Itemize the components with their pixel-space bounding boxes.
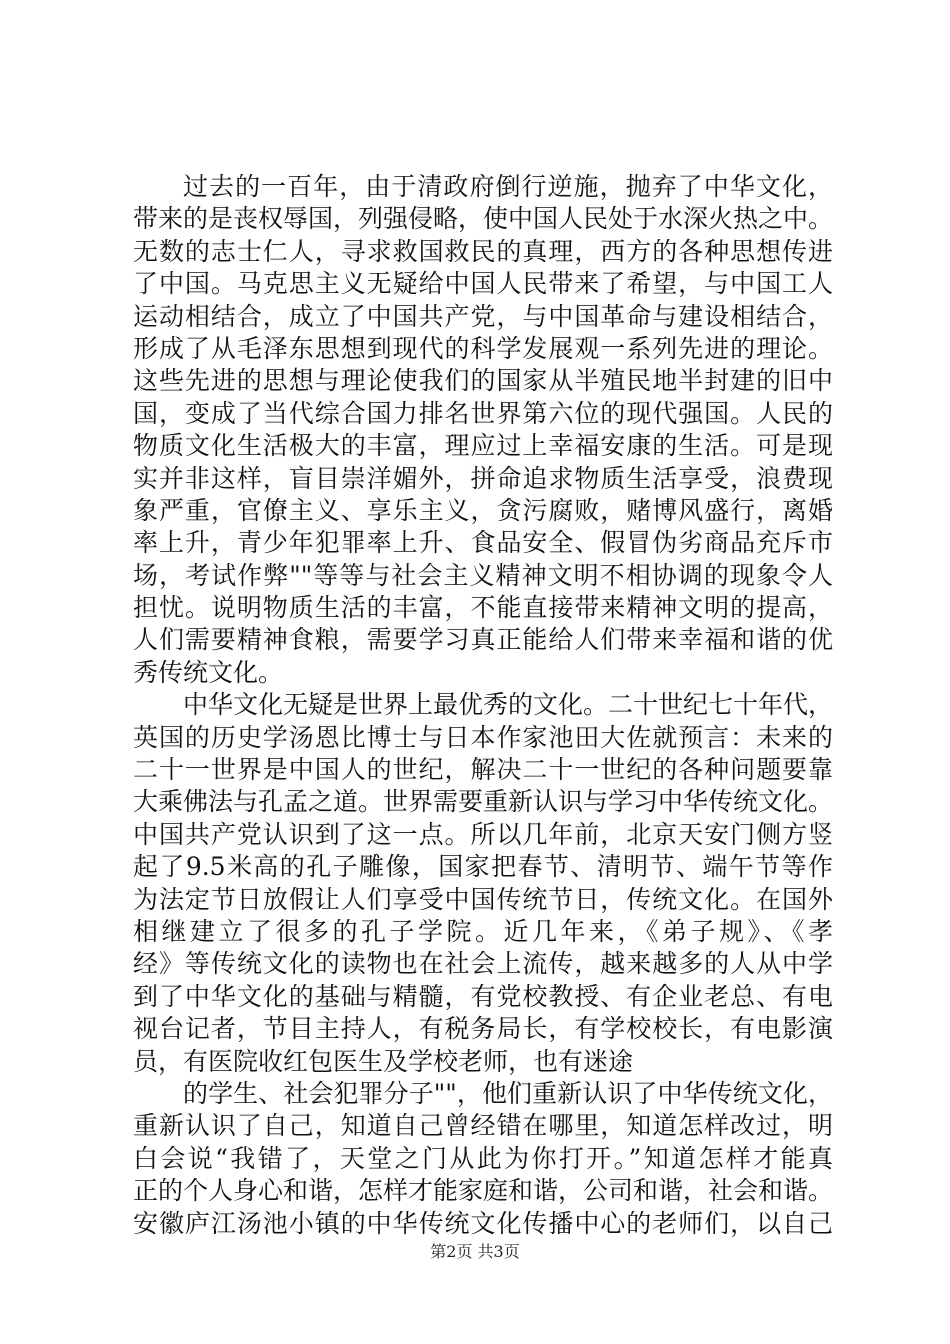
text-line: 安徽庐江汤池小镇的中华传统文化传播中心的老师们，以自己	[133, 1208, 833, 1238]
text-line: 无数的志士仁人，寻求救国救民的真理，西方的各种思想传进	[133, 236, 833, 266]
text-line: 了中国。马克思主义无疑给中国人民带来了希望，与中国工人	[133, 269, 833, 299]
text-line: 重新认识了自己，知道自己曾经错在哪里，知道怎样改过，明	[133, 1111, 833, 1141]
text-line: 英国的历史学汤恩比博士与日本作家池田大佐就预言：未来的	[133, 722, 833, 752]
text-line: 形成了从毛泽东思想到现代的科学发展观一系列先进的理论。	[133, 333, 833, 363]
text-line: 运动相结合，成立了中国共产党，与中国革命与建设相结合，	[133, 301, 833, 331]
text-line: 率上升，青少年犯罪率上升、食品安全、假冒伪劣商品充斥市	[133, 528, 833, 558]
text-line: 正的个人身心和谐，怎样才能家庭和谐，公司和谐，社会和谐。	[133, 1176, 833, 1206]
text-line: 员，有医院收红包医生及学校老师，也有迷途	[133, 1046, 634, 1076]
text-line: 场，考试作弊""等等与社会主义精神文明不相协调的现象令人	[133, 560, 833, 590]
text-line: 到了中华文化的基础与精髓，有党校教授、有企业老总、有电	[133, 981, 833, 1011]
document-body	[133, 171, 833, 1240]
text-line: 经》等传统文化的读物也在社会上流传，越来越多的人从中学	[133, 949, 833, 979]
text-line: 带来的是丧权辱国，列强侵略，使中国人民处于水深火热之中。	[133, 204, 833, 234]
text-line: 大乘佛法与孔孟之道。世界需要重新认识与学习中华传统文化。	[133, 787, 833, 817]
text-line: 为法定节日放假让人们享受中国传统节日，传统文化。在国外	[133, 884, 833, 914]
text-line: 二十一世界是中国人的世纪，解决二十一世纪的各种问题要靠	[133, 755, 833, 785]
text-line: 中国共产党认识到了这一点。所以几年前，北京天安门侧方竖	[133, 819, 833, 849]
text-line: 白会说“我错了，天堂之门从此为你打开。”知道怎样才能真	[133, 1143, 833, 1173]
text-line: 象严重，官僚主义、享乐主义，贪污腐败，赌博风盛行，离婚	[133, 495, 833, 525]
text-line: 的学生、社会犯罪分子""，他们重新认识了中华传统文化，	[183, 1078, 833, 1108]
text-line: 起了9.5米高的孔子雕像，国家把春节、清明节、端午节等作	[133, 852, 833, 882]
text-line: 物质文化生活极大的丰富，理应过上幸福安康的生活。可是现	[133, 431, 833, 461]
text-line: 中华文化无疑是世界上最优秀的文化。二十世纪七十年代，	[183, 690, 833, 720]
text-line: 担忧。说明物质生活的丰富，不能直接带来精神文明的提高，	[133, 593, 833, 623]
text-line: 视台记者，节目主持人，有税务局长，有学校校长，有电影演	[133, 1014, 833, 1044]
text-line: 国，变成了当代综合国力排名世界第六位的现代强国。人民的	[133, 398, 833, 428]
page-footer: 第2页 共3页	[430, 1242, 520, 1261]
text-line: 实并非这样，盲目崇洋媚外，拼命追求物质生活享受，浪费现	[133, 463, 833, 493]
text-line: 相继建立了很多的孔子学院。近几年来，《弟子规》、《孝	[133, 916, 833, 946]
text-line: 过去的一百年，由于清政府倒行逆施，抛弃了中华文化，	[183, 172, 833, 201]
text-line: 人们需要精神食粮，需要学习真正能给人们带来幸福和谐的优	[133, 625, 833, 655]
text-line: 秀传统文化。	[133, 657, 284, 687]
text-line: 这些先进的思想与理论使我们的国家从半殖民地半封建的旧中	[133, 366, 833, 396]
